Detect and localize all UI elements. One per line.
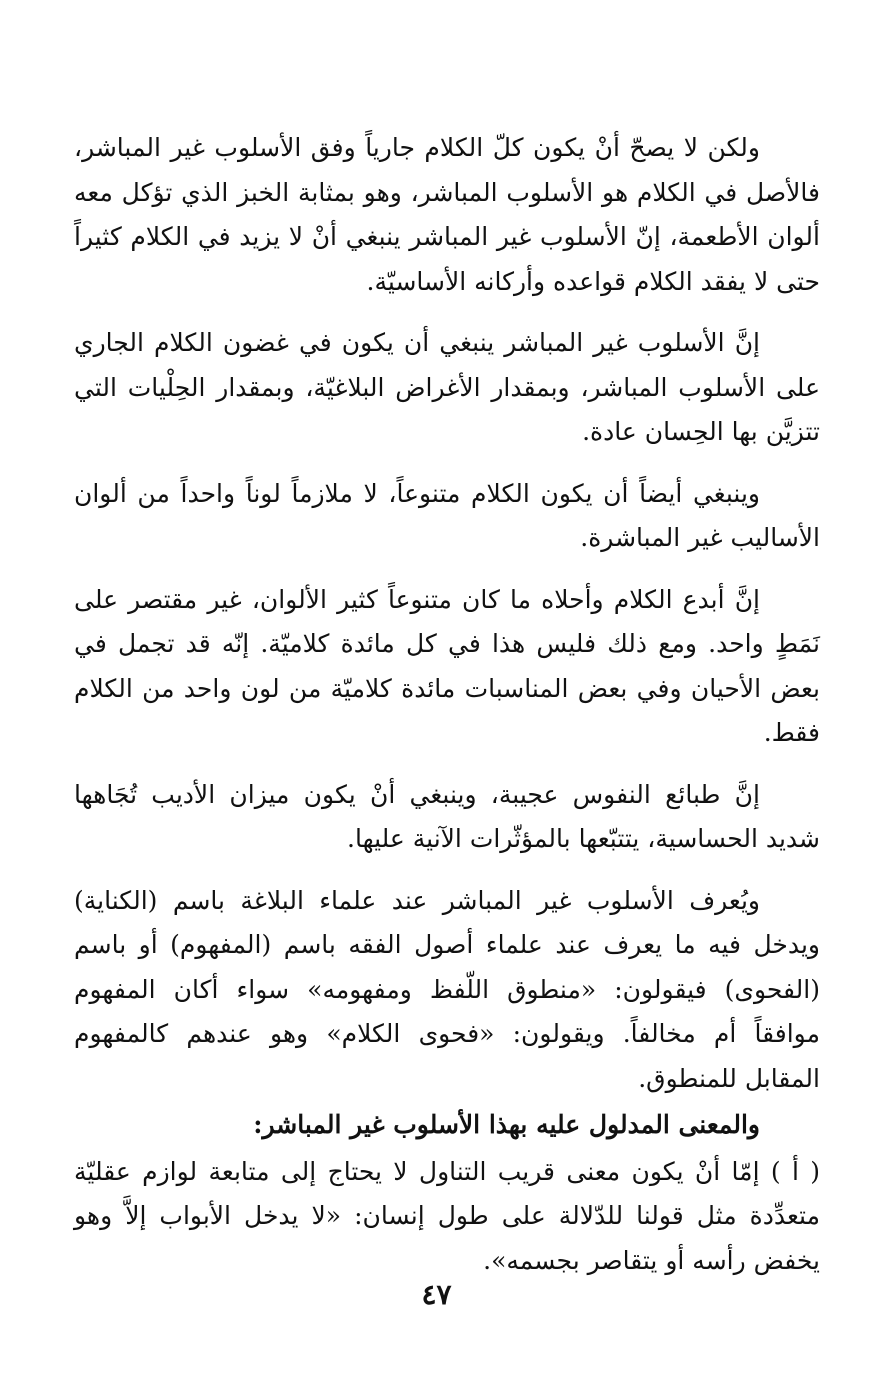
paragraph: ويُعرف الأسلوب غير المباشر عند علماء البلاغة باسم (الكناية) ويدخل فيه ما يعرف عند علماء أصول الفقه باسم (المفهوم) أو باسم (الفحوى) فيقولون: «منطوق اللّفظ ومفهومه» سواء أكان المفهوم موافقاً أم مخالفاً. ويقولون: «فحوى الكلام» وهو عندهم كالمفهوم المقابل للمنطوق.	[74, 885, 820, 1093]
page-number: ٤٧	[421, 1278, 452, 1311]
paragraph: إنَّ أبدع الكلام وأحلاه ما كان متنوعاً كثير الألوان، غير مقتصر على نَمَطٍ واحد. ومع ذلك فليس هذا في كل مائدة كلاميّة. إنّه قد تجمل في بعض الأحيان وفي بعض المناسبات مائدة كلاميّة من لون واحد من الكلام فقط.	[74, 584, 820, 747]
paragraph: ولكن لا يصحّ أنْ يكون كلّ الكلام جارياً وفق الأسلوب غير المباشر، فالأصل في الكلام هو الأسلوب المباشر، وهو بمثابة الخبز الذي تؤكل معه ألوان الأطعمة، إنّ الأسلوب غير المباشر ينبغي أنْ لا يزيد في الكلام كثيراً حتى لا يفقد الكلام قواعده وأركانه الأساسيّة.	[74, 133, 820, 296]
list-item-a: ( أ ) إمّا أنْ يكون معنى قريب التناول لا يحتاج إلى متابعة لوازم عقليّة متعدِّدة مثل قولنا للدّلالة على طول إنسان: «لا يدخل الأبواب إلاَّ وهو يخفض رأسه أو يتقاصر بجسمه».	[74, 1156, 821, 1275]
body-text	[74, 126, 820, 1300]
section-heading: والمعنى المدلول عليه بهذا الأسلوب غير المباشر:	[253, 1110, 760, 1139]
paragraph: إنَّ الأسلوب غير المباشر ينبغي أن يكون في غضون الكلام الجاري على الأسلوب المباشر، وبمقدار الأغراض البلاغيّة، وبمقدار الحِلْيات التي تتزيَّن بها الحِسان عادة.	[74, 328, 820, 446]
paragraph: إنَّ طبائع النفوس عجيبة، وينبغي أنْ يكون ميزان الأديب تُجَاهها شديد الحساسية، يتتبّعها بالمؤثّرات الآنية عليها.	[74, 779, 820, 853]
paragraph: وينبغي أيضاً أن يكون الكلام متنوعاً، لا ملازماً لوناً واحداً من ألوان الأساليب غير المباشرة.	[74, 478, 820, 552]
